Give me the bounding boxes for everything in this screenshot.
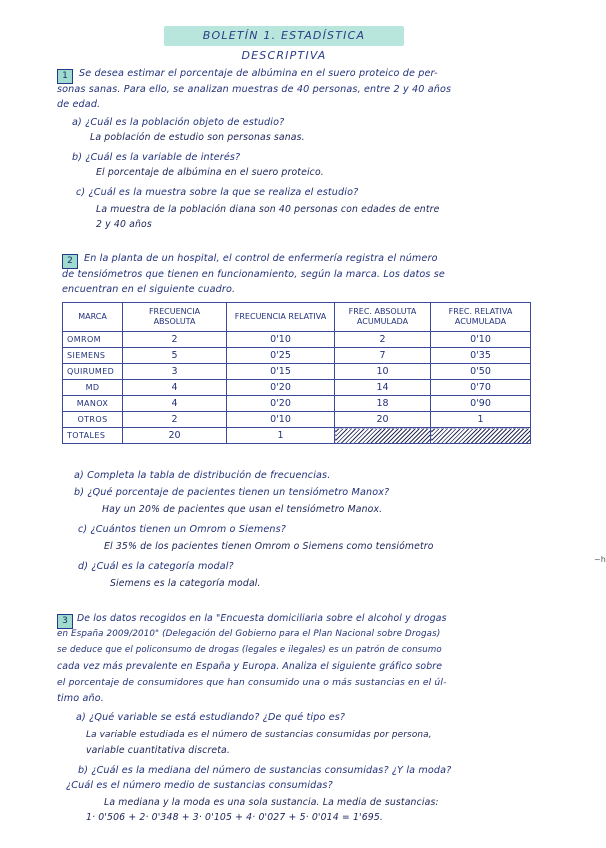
table-cell: MD [63,380,123,396]
table-header: FREC. ABSOLUTA ACUMULADA [335,303,431,332]
table-cell: 18 [335,396,431,412]
ex1-answer-c: La muestra de la población diana son 40 personas con edades de entre [96,204,440,215]
table-cell: 0'25 [227,348,335,364]
table-cell: 0'50 [431,364,531,380]
ex3-question-a: a) ¿Qué variable se está estudiando? ¿De qué tipo es? [76,712,346,723]
table-cell: 0'20 [227,396,335,412]
table-cell: 0'70 [431,380,531,396]
table-totals-row [63,428,531,444]
ex1-answer-c: 2 y 40 años [96,219,152,230]
exercise-1-number: 1 [57,69,73,84]
ex1-text-line: sonas sanas. Para ello, se analizan muestras de 40 personas, entre 2 y 40 años [57,84,452,95]
ex3-question-b: b) ¿Cuál es la mediana del número de sustancias consumidas? ¿Y la moda? [78,765,452,776]
ex2-question-a: a) Completa la tabla de distribución de frecuencias. [74,470,331,481]
table-cell: 14 [335,380,431,396]
ex1-answer-b: El porcentaje de albúmina en el suero proteico. [96,167,324,178]
table-cell: 5 [123,348,227,364]
ex2-question-d: d) ¿Cuál es la categoría modal? [78,561,234,572]
ex1-question-c: c) ¿Cuál es la muestra sobre la que se realiza el estudio? [76,187,359,198]
table-cell: 0'90 [431,396,531,412]
table-row [63,348,531,364]
table-cell: SIEMENS [63,348,123,364]
ex1-question-b: b) ¿Cuál es la variable de interés? [72,152,241,163]
table-cell: QUIRUMED [63,364,123,380]
margin-mark: ~h [594,555,606,564]
table-cell: TOTALES [63,428,123,444]
ex2-text-line: En la planta de un hospital, el control de enfermería registra el número [84,253,438,264]
hatched-cell [431,428,531,444]
table-cell: 2 [335,332,431,348]
ex3-text-line: De los datos recogidos en la "Encuesta domiciliaria sobre el alcohol y drogas [77,613,447,624]
table-cell: 0'10 [431,332,531,348]
ex3-answer-a: La variable estudiada es el número de sustancias consumidas por persona, [86,730,432,740]
frequency-table [62,302,531,444]
table-cell: 3 [123,364,227,380]
table-cell: OTROS [63,412,123,428]
hatched-cell [335,428,431,444]
table-cell: OMROM [63,332,123,348]
ex1-text-line: de edad. [57,99,101,110]
table-header: FRECUENCIA RELATIVA [227,303,335,332]
table-row [63,412,531,428]
table-cell: 1 [431,412,531,428]
table-cell: 20 [335,412,431,428]
exercise-3-number: 3 [57,614,73,629]
table-cell: 4 [123,396,227,412]
ex2-answer-b: Hay un 20% de pacientes que usan el tensiómetro Manox. [102,504,383,515]
table-row [63,364,531,380]
ex2-text-line: encuentran en el siguiente cuadro. [62,284,236,295]
ex3-answer-b: La mediana y la moda es una sola sustancia. La media de sustancias: [104,797,439,808]
ex3-question-b2: ¿Cuál es el número medio de sustancias consumidas? [66,780,333,791]
ex1-question-a: a) ¿Cuál es la población objeto de estudio? [72,117,285,128]
ex2-question-b: b) ¿Qué porcentaje de pacientes tienen un tensiómetro Manox? [74,487,390,498]
table-cell: MANOX [63,396,123,412]
table-cell: 0'15 [227,364,335,380]
ex2-answer-c: El 35% de los pacientes tienen Omrom o Siemens como tensiómetro [104,541,434,552]
ex3-text-line: timo año. [57,693,104,704]
ex2-text-line: de tensiómetros que tienen en funcionamiento, según la marca. Los datos se [62,269,445,280]
ex1-answer-a: La población de estudio son personas sanas. [90,132,305,143]
ex1-text-line: Se desea estimar el porcentaje de albúmina en el suero proteico de per- [79,68,438,79]
table-cell: 10 [335,364,431,380]
table-row [63,396,531,412]
table-row [63,332,531,348]
table-cell: 2 [123,412,227,428]
table-cell: 0'35 [431,348,531,364]
table-cell: 2 [123,332,227,348]
table-header: MARCA [63,303,123,332]
table-cell: 4 [123,380,227,396]
table-cell: 0'20 [227,380,335,396]
ex3-answer-b-formula: 1· 0'506 + 2· 0'348 + 3· 0'105 + 4· 0'027 + 5· 0'014 = 1'695. [86,812,384,823]
table-header: FREC. RELATIVA ACUMULADA [431,303,531,332]
page-title: BOLETÍN 1. ESTADÍSTICA DESCRIPTIVA [164,26,404,46]
ex3-text-line: cada vez más prevalente en España y Europa. Analiza el siguiente gráfico sobre [57,661,443,672]
ex3-text-line: en España 2009/2010" (Delegación del Gobierno para el Plan Nacional sobre Drogas) [57,629,441,639]
table-cell: 0'10 [227,412,335,428]
table-cell: 7 [335,348,431,364]
table-header: FRECUENCIA ABSOLUTA [123,303,227,332]
table-cell: 20 [123,428,227,444]
table-header-row [63,303,531,332]
ex2-answer-d: Siemens es la categoría modal. [110,578,261,589]
table-cell: 1 [227,428,335,444]
table-cell: 0'10 [227,332,335,348]
ex3-answer-a: variable cuantitativa discreta. [86,745,230,756]
ex3-text-line: el porcentaje de consumidores que han consumido una o más sustancias en el úl- [57,677,447,688]
ex2-question-c: c) ¿Cuántos tienen un Omrom o Siemens? [78,524,287,535]
table-row [63,380,531,396]
exercise-2-number: 2 [62,254,78,269]
ex3-text-line: se deduce que el policonsumo de drogas (legales e ilegales) es un patrón de consumo [57,645,442,655]
